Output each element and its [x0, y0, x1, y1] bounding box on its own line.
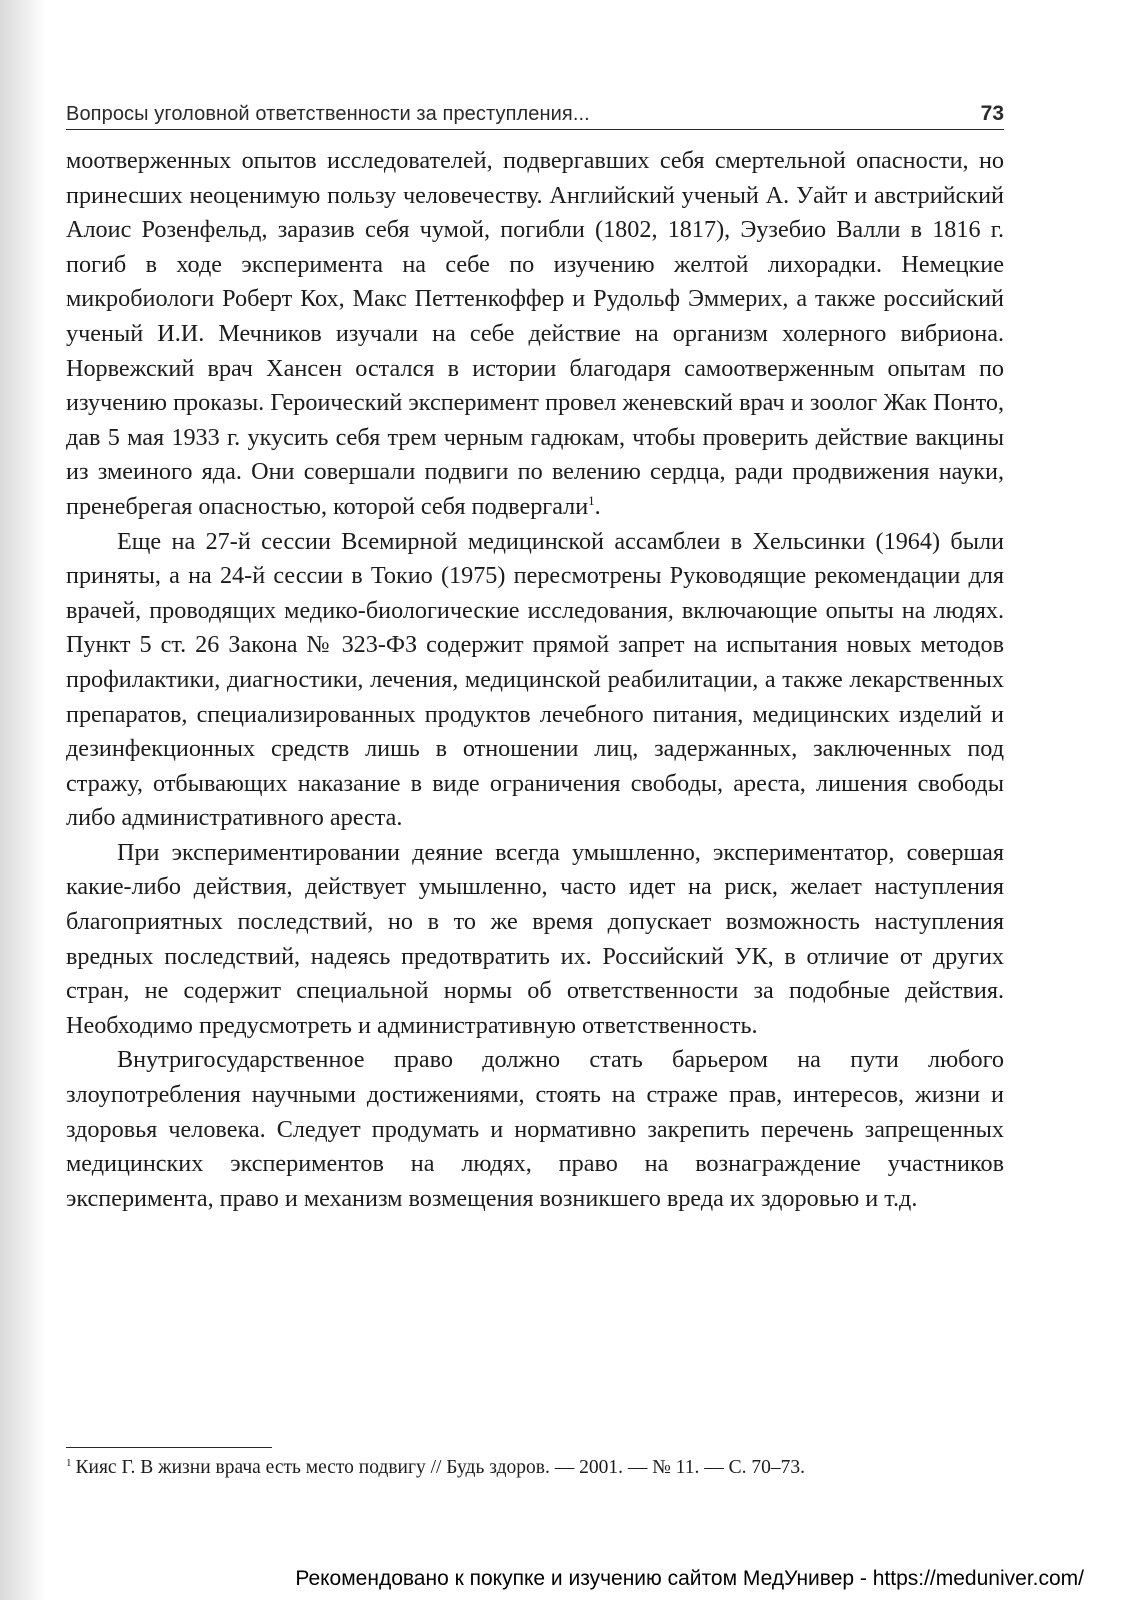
main-text [66, 144, 1004, 1216]
watermark-text: Рекомендовано к покупке и изучению сайтом МедУнивер - https://meduniver.com/ [295, 1567, 1084, 1590]
footnote-marker: 1 [66, 1456, 72, 1469]
running-header [66, 96, 1004, 130]
paragraph-1: моотверженных опытов исследователей, подвергавших себя смертельной опасности, но принесших неоценимую пользу человечеству. Английский ученый А. Уайт и австрийский Алоис Розенфельд, заразив себя чумой, погибли (1802, 1817), Эузебио Валли в 1816 г. погиб в ходе эксперимента на себе по изучению желтой лихорадки. Немецкие микробиологи Роберт Кох, Макс Петтенкоффер и Рудольф Эммерих, а также российский ученый И.И. Мечников изучали на себе действие на организм холерного вибриона. Норвежский врач Хансен остался в истории благодаря самоотверженным опытам по изучению проказы. Героический эксперимент провел женевский врач и зоолог Жак Понто, дав 5 мая 1933 г. укусить себя трем черным гадюкам, чтобы проверить действие вакцины из змеиного яда. Они совершали подвиги по велению сердца, ради продвижения науки, пренебрегая опасностью, которой себя подвергали$^1$. [66, 147, 1004, 520]
footnote-reference: 1 [588, 492, 595, 508]
page-number: 73 [980, 102, 1004, 125]
running-title: Вопросы уголовной ответственности за преступления... [66, 103, 590, 125]
footnote-text: Кияс Г. В жизни врача есть место подвигу // Будь здоров. — 2001. — № 11. — С. 70–73. [75, 1457, 805, 1478]
paragraph-text: моотверженных опытов исследователей, подвергавших себя смертельной опасности, но принесших неоценимую пользу человечеству. Английский ученый А. Уайт и австрийский Алоис Розенфельд, заразив себя чумой, погибли (1802, 1817), Эузебио Валли в 1816 г. погиб в ходе эксперимента на себе по изучению желтой лихорадки. Немецкие микробиологи Роберт Кох, Макс Петтенкоффер и Рудольф Эммерих, а также российский ученый И.И. Мечников изучали на себе действие на организм холерного вибриона. Норвежский врач Хансен остался в истории благодаря самоотверженным опытам по изучению проказы. Героический эксперимент провел женевский врач и зоолог Жак Понто, дав 5 мая 1933 г. укусить себя трем черным гадюкам, чтобы проверить действие вакцины из змеиного яда. Они совершали подвиги по велению сердца, ради продвижения науки, пренебрегая опасностью, которой себя подвергали [66, 147, 1004, 520]
book-page [66, 96, 1004, 1216]
footnote [66, 1455, 1004, 1481]
page-gutter-shadow [0, 0, 46, 1600]
footnote-divider [66, 1447, 272, 1448]
paragraph-2: Еще на 27-й сессии Всемирной медицинской ассамблеи в Хельсинки (1964) были приняты, а на 24-й сессии в Токио (1975) пересмотрены Руководящие рекомендации для врачей, проводящих медико-биологические исследования, включающие опыты на людях. Пункт 5 ст. 26 Закона № 323-ФЗ содержит прямой запрет на испытания новых методов профилактики, диагностики, лечения, медицинской реабилитации, а также лекарственных препаратов, специализированных продуктов лечебного питания, медицинских изделий и дезинфекционных средств лишь в отношении лиц, задержанных, заключенных под стражу, отбывающих наказание в виде ограничения свободы, ареста, лишения свободы либо административного ареста. [66, 527, 1004, 832]
paragraph-4: Внутригосударственное право должно стать барьером на пути любого злоупотребления научными достижениями, стоять на страже прав, интересов, жизни и здоровья человека. Следует продумать и нормативно закрепить перечень запрещенных медицинских экспериментов на людях, право на вознаграждение участников эксперимента, право и механизм возмещения возникшего вреда их здоровью и т.д. [66, 1046, 1004, 1212]
paragraph-3: При экспериментировании деяние всегда умышленно, экспериментатор, совершая какие-либо действия, действует умышленно, часто идет на риск, желает наступления благоприятных последствий, но в то же время допускает возможность наступления вредных последствий, надеясь предотвратить их. Российский УК, в отличие от других стран, не содержит специальной нормы об ответственности за подобные действия. Необходимо предусмотреть и административную ответственность. [66, 838, 1004, 1039]
